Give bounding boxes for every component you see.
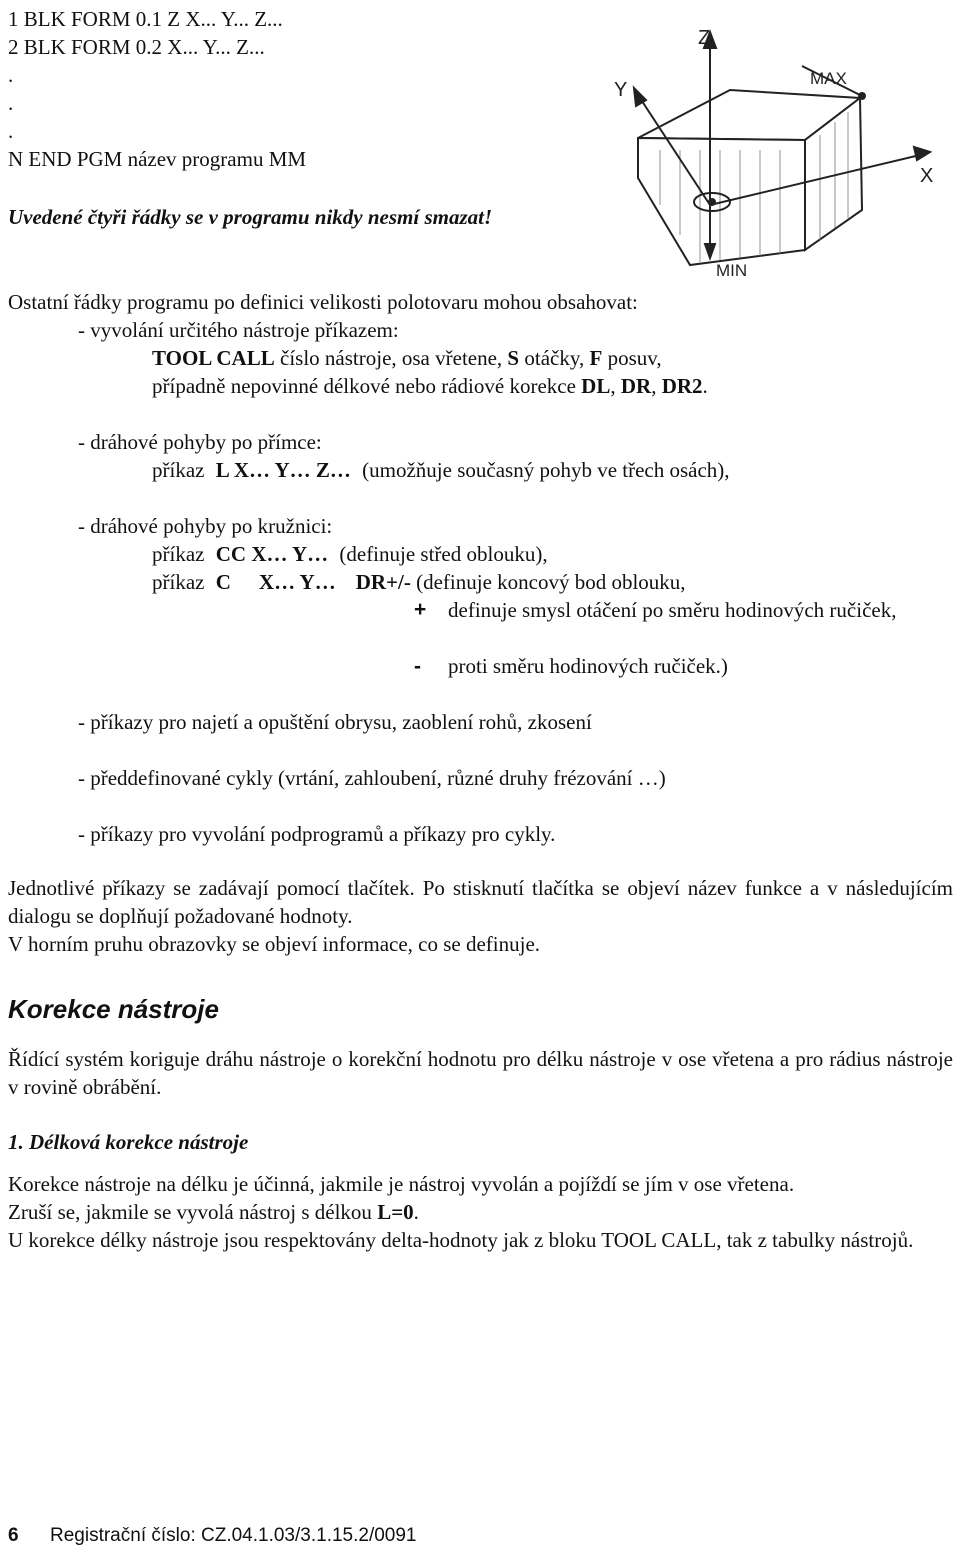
tool-call-s: S [507, 346, 520, 370]
tool-call-command: TOOL CALL [152, 346, 275, 370]
correction-dl: DL [581, 374, 611, 398]
correction-dr: DR [620, 374, 652, 398]
correction-dr2: DR2 [661, 374, 703, 398]
linear-desc: (umožňuje současný pohyb ve třech osách), [356, 458, 730, 482]
program-line-dot-1: . [8, 63, 14, 87]
linear-prefix: příkaz [152, 458, 210, 482]
max-label: MAX [810, 69, 847, 88]
plus-text: definuje smysl otáčení po směru hodinových ručiček, [448, 598, 897, 622]
circular-cc-command: CC X… Y… [215, 542, 329, 566]
min-label: MIN [716, 261, 748, 280]
tool-call-text-3: posuv, [602, 346, 662, 370]
tool-call-end: . [702, 374, 708, 398]
plus-sign: + [414, 598, 427, 621]
paragraph-buttons: Jednotlivé příkazy se zadávají pomocí tlačítek. Po stisknutí tlačítka se objeví název funkce a v následujícím dialogu se doplňují požadované hodnoty. [8, 876, 953, 928]
paragraph-length-effective: Korekce nástroje na délku je účinná, jakmile je nástroj vyvolán a pojíždí se jím v ose vřetena. [8, 1172, 795, 1196]
circular-dr: DR+/- [355, 570, 411, 594]
paragraph-delta: U korekce délky nástroje jsou respektovány delta-hodnoty jak z bloku TOOL CALL, tak z tabulky nástrojů. [8, 1228, 914, 1252]
tool-call-line [152, 344, 662, 372]
tool-call-bullet: - vyvolání určitého nástroje příkazem: [78, 318, 399, 342]
cancel-value: L=0 [377, 1200, 414, 1224]
circular-c-command: C [215, 570, 231, 594]
page-number: 6 [8, 1525, 19, 1546]
program-end-line: N END PGM název programu MM [8, 147, 307, 171]
circular-desc-2: (definuje koncový bod oblouku, [410, 570, 686, 594]
axis-label-z: Z [698, 27, 711, 49]
paragraph-topbar: V horním pruhu obrazovky se objeví informace, co se definuje. [8, 932, 541, 956]
tool-call-f: F [589, 346, 603, 370]
paragraph-correction: Řídící systém koriguje dráhu nástroje o korekční hodnotu pro délku nástroje v ose vřetena a pro rádius nástroje v rovině obrábění. [8, 1047, 953, 1099]
sep-2: , [651, 374, 662, 398]
program-line-dot-3: . [8, 119, 14, 143]
linear-bullet: - dráhové pohyby po přímce: [78, 430, 322, 454]
sep-1: , [610, 374, 621, 398]
section-heading: Korekce nástroje [8, 994, 219, 1024]
circular-line-1 [152, 540, 548, 568]
cancel-text: Zruší se, jakmile se vyvolá nástroj s délkou [8, 1200, 378, 1224]
warning-text: Uvedené čtyři řádky se v programu nikdy nesmí smazat! [8, 205, 493, 229]
plus-row [414, 596, 954, 624]
program-line-dot-2: . [8, 91, 14, 115]
program-line-2: 2 BLK FORM 0.2 X... Y... Z... [8, 35, 265, 59]
linear-command: L X… Y… Z… [215, 458, 351, 482]
cancel-end: . [413, 1200, 419, 1224]
circular-bullet: - dráhové pohyby po kružnici: [78, 514, 333, 538]
circular-desc-1: (definuje střed oblouku), [334, 542, 548, 566]
circular-xy: X… Y… [258, 570, 336, 594]
tool-call-text-1: číslo nástroje, osa vřetene, [274, 346, 508, 370]
circular-line-2 [152, 568, 686, 596]
bullet-approach: - příkazy pro najetí a opuštění obrysu, zaoblení rohů, zkosení [78, 710, 592, 734]
minus-sign: - [414, 655, 421, 678]
linear-line [152, 456, 730, 484]
workpiece-diagram [580, 0, 960, 290]
tool-call-text-2: otáčky, [519, 346, 590, 370]
paragraph-cancel [8, 1198, 419, 1226]
subheading-length-correction: 1. Délková korekce nástroje [8, 1130, 249, 1154]
minus-row [414, 652, 728, 681]
bullet-cycles: - předdefinované cykly (vrtání, zahloubení, různé druhy frézování …) [78, 766, 666, 790]
program-line-1: 1 BLK FORM 0.1 Z X... Y... Z... [8, 7, 283, 31]
intro-text: Ostatní řádky programu po definici velikosti polotovaru mohou obsahovat: [8, 290, 638, 314]
circular-prefix-2: příkaz [152, 570, 210, 594]
axis-label-y: Y [614, 79, 628, 101]
tool-call-line-2-text: případně nepovinné délkové nebo rádiové korekce [152, 374, 582, 398]
registration-number: Registrační číslo: CZ.04.1.03/3.1.15.2/0091 [50, 1525, 417, 1546]
axis-label-x: X [920, 165, 934, 187]
bullet-subprograms: - příkazy pro vyvolání podprogramů a příkazy pro cykly. [78, 822, 556, 846]
circular-prefix-1: příkaz [152, 542, 210, 566]
minus-text: proti směru hodinových ručiček.) [448, 654, 728, 678]
tool-call-line-2 [152, 372, 708, 400]
